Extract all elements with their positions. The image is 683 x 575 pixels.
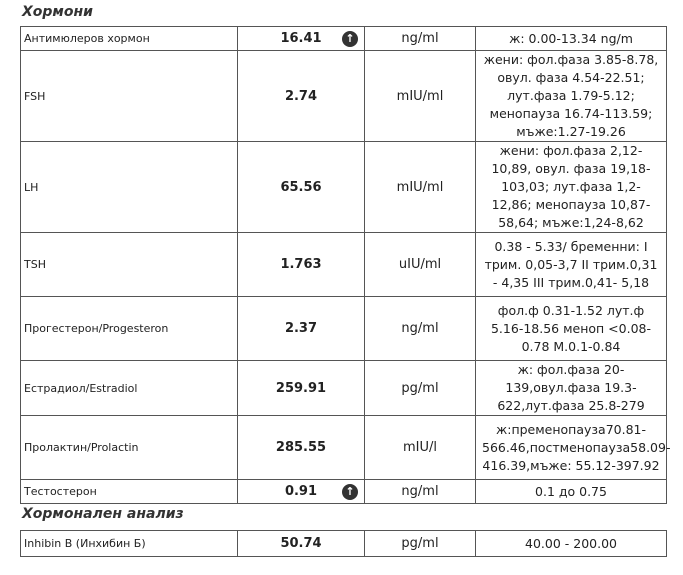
test-name: FSH (21, 51, 238, 142)
arrow-up-icon: ↑ (342, 484, 358, 500)
table-row (21, 531, 667, 557)
hormones-table (20, 26, 671, 504)
test-reference: 0.38 - 5.33/ бременни: I трим. 0,05-3,7 II трим.0,31 - 4,35 III трим.0,41- 5,18 (476, 233, 667, 297)
test-value: 285.55 (238, 416, 365, 480)
test-value: 1.763 (238, 233, 365, 297)
table-row (21, 361, 667, 416)
hormonal-analysis-table (20, 530, 667, 557)
arrow-up-icon: ↑ (342, 31, 358, 47)
test-value: 0.91 ↑ (238, 480, 365, 504)
test-name: Inhibin B (Инхибин Б) (21, 531, 238, 557)
table-row (21, 297, 667, 361)
test-reference: фол.ф 0.31-1.52 лут.ф 5.16-18.56 меноп <0.08-0.78 M.0.1-0.84 (476, 297, 667, 361)
test-name: TSH (21, 233, 238, 297)
test-unit: pg/ml (365, 531, 476, 557)
table-row (21, 233, 667, 297)
test-value: 65.56 (238, 142, 365, 233)
test-unit: mIU/ml (365, 142, 476, 233)
section-title-hormonal-analysis: Хормонален анализ (22, 506, 184, 522)
section-title-hormones: Хормони (22, 4, 93, 20)
test-name: Прогестерон/Progesteron (21, 297, 238, 361)
test-unit: ng/ml (365, 27, 476, 51)
table-row (21, 480, 667, 504)
test-name: LH (21, 142, 238, 233)
test-reference: ж: фол.фаза 20-139,овул.фаза 19.3-622,лут.фаза 25.8-279 (476, 361, 667, 416)
table-row (21, 416, 667, 480)
test-name: Антимюлеров хормон (21, 27, 238, 51)
test-name: Естрадиол/Estradiol (21, 361, 238, 416)
test-unit: ng/ml (365, 297, 476, 361)
table-row (21, 27, 667, 51)
test-reference: ж: 0.00-13.34 ng/m (476, 27, 667, 51)
test-unit: mIU/l (365, 416, 476, 480)
test-unit: ng/ml (365, 480, 476, 504)
test-unit: uIU/ml (365, 233, 476, 297)
test-reference: 40.00 - 200.00 (476, 531, 667, 557)
table-row (21, 51, 667, 142)
test-name: Тестостерон (21, 480, 238, 504)
test-reference: жени: фол.фаза 3.85-8.78, овул. фаза 4.54-22.51; лут.фаза 1.79-5.12; менопауза 16.74-113.59; мъже:1.27-19.26 (476, 51, 667, 142)
test-reference: жени: фол.фаза 2,12-10,89, овул. фаза 19,18-103,03; лут.фаза 1,2-12,86; менопауза 10,87-58,64; мъже:1,24-8,62 (476, 142, 667, 233)
test-name: Пролактин/Prolactin (21, 416, 238, 480)
test-reference: ж:пременопауза70.81-566.46,постменопауза58.09-416.39,мъже: 55.12-397.92 (476, 416, 667, 480)
test-unit: pg/ml (365, 361, 476, 416)
test-value: 2.74 (238, 51, 365, 142)
test-value: 259.91 (238, 361, 365, 416)
test-unit: mIU/ml (365, 51, 476, 142)
test-value: 16.41 ↑ (238, 27, 365, 51)
test-value: 50.74 (238, 531, 365, 557)
table-row (21, 142, 667, 233)
test-value: 2.37 (238, 297, 365, 361)
test-reference: 0.1 до 0.75 (476, 480, 667, 504)
